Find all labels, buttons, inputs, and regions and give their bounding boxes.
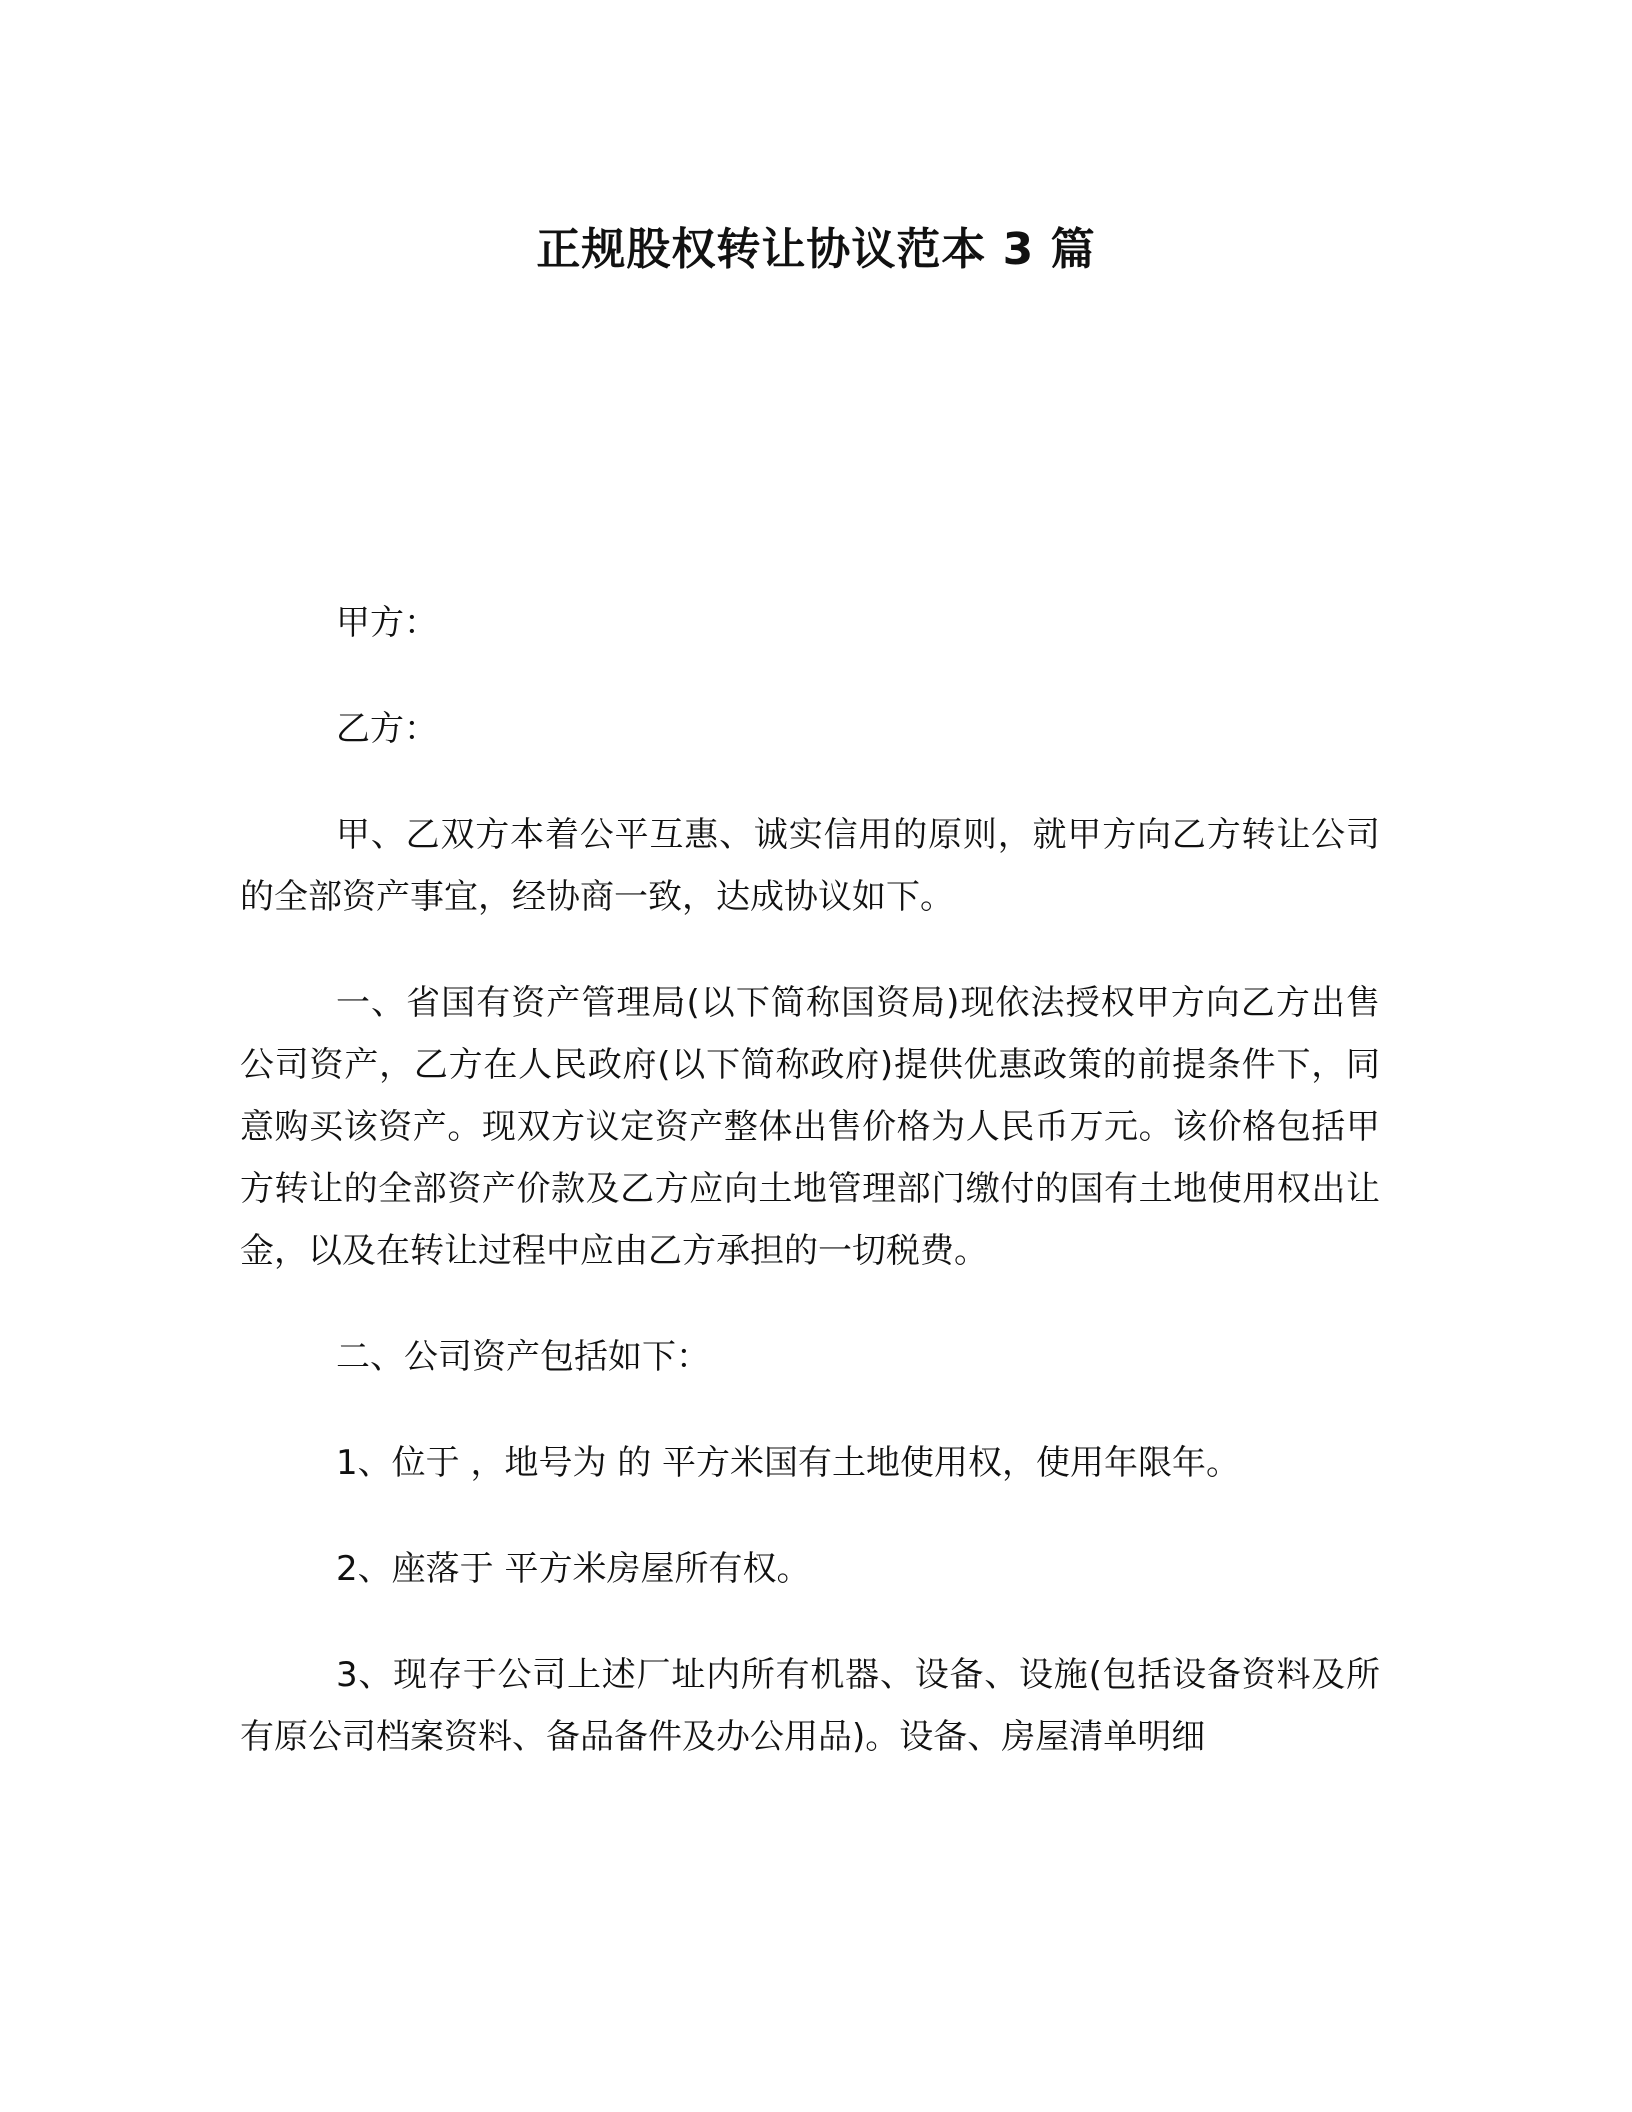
document-title: 正规股权转让协议范本 3 篇 [536,224,1096,275]
asset-item-3: 3、现存于公司上述厂址内所有机器、设备、设施(包括设备资料及所有原公司档案资料、备品备件及办公用品)。设备、房屋清单明细 [240,1655,1380,1757]
party-b-line: 乙方： [336,709,438,749]
document-body [240,592,1380,1812]
clause-one-paragraph: 一、省国有资产管理局(以下简称国资局)现依法授权甲方向乙方出售公司资产，乙方在人民政府(以下简称政府)提供优惠政策的前提条件下，同意购买该资产。现双方议定资产整体出售价格为人民币万元。该价格包括甲方转让的全部资产价款及乙方应向土地管理部门缴付的国有土地使用权出让金，以及在转让过程中应由乙方承担的一切税费。 [240,983,1380,1271]
asset-item-1: 1、位于 ，地号为 的 平方米国有土地使用权，使用年限年。 [336,1443,1241,1483]
party-a-line: 甲方： [336,603,438,643]
clause-two-heading: 二、公司资产包括如下： [336,1337,710,1377]
preamble-paragraph: 甲、乙双方本着公平互惠、诚实信用的原则，就甲方向乙方转让公司的全部资产事宜，经协商一致，达成协议如下。 [240,815,1380,917]
asset-item-2: 2、座落于 平方米房屋所有权。 [336,1549,811,1589]
